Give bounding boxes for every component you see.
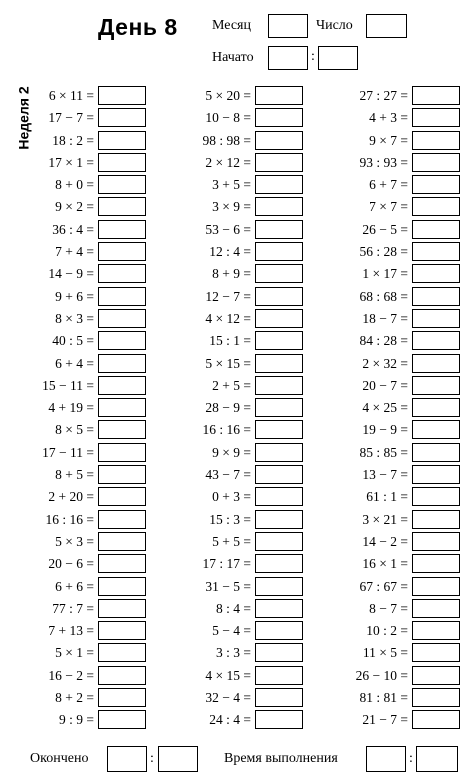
problem-column-3 bbox=[314, 86, 460, 733]
problem-expression: 43 − 7 = bbox=[205, 467, 251, 483]
problem-expression: 4 × 12 = bbox=[205, 310, 251, 326]
problem-expression: 17 × 1 = bbox=[48, 154, 94, 170]
answer-box[interactable] bbox=[98, 710, 146, 729]
problem-expression: 8 + 5 = bbox=[55, 467, 94, 483]
problem-expression: 84 : 28 = bbox=[359, 333, 408, 349]
answer-box[interactable] bbox=[255, 554, 303, 573]
problem-expression: 20 − 7 = bbox=[362, 377, 408, 393]
finished-minutes-field[interactable] bbox=[158, 746, 198, 772]
problem-expression: 3 + 5 = bbox=[212, 177, 251, 193]
problem-row bbox=[314, 554, 460, 576]
problem-expression: 0 + 3 = bbox=[212, 489, 251, 505]
answer-box[interactable] bbox=[412, 666, 460, 685]
problem-expression: 3 : 3 = bbox=[216, 645, 251, 661]
answer-box[interactable] bbox=[412, 242, 460, 261]
problem-expression: 14 − 9 = bbox=[48, 266, 94, 282]
answer-box[interactable] bbox=[98, 287, 146, 306]
problem-row bbox=[160, 510, 303, 532]
answer-box[interactable] bbox=[255, 599, 303, 618]
answer-box[interactable] bbox=[98, 398, 146, 417]
problem-row bbox=[160, 465, 303, 487]
problem-expression: 9 × 2 = bbox=[55, 199, 94, 215]
problem-row bbox=[0, 108, 146, 130]
answer-box[interactable] bbox=[255, 309, 303, 328]
answer-box[interactable] bbox=[255, 331, 303, 350]
answer-box[interactable] bbox=[255, 532, 303, 551]
problem-row bbox=[160, 577, 303, 599]
month-field[interactable] bbox=[268, 14, 308, 38]
start-label: Начато bbox=[212, 50, 254, 65]
problem-expression: 9 × 7 = bbox=[369, 132, 408, 148]
problem-row bbox=[160, 287, 303, 309]
problem-row bbox=[160, 197, 303, 219]
answer-box[interactable] bbox=[255, 264, 303, 283]
problem-row bbox=[160, 599, 303, 621]
answer-box[interactable] bbox=[98, 643, 146, 662]
problem-expression: 17 − 11 = bbox=[42, 444, 94, 460]
problem-expression: 20 − 6 = bbox=[48, 556, 94, 572]
problem-row bbox=[314, 532, 460, 554]
problem-row bbox=[314, 398, 460, 420]
answer-box[interactable] bbox=[98, 510, 146, 529]
problem-expression: 77 : 7 = bbox=[52, 600, 94, 616]
problem-expression: 4 + 19 = bbox=[48, 400, 94, 416]
problem-row bbox=[314, 108, 460, 130]
problem-row bbox=[160, 376, 303, 398]
problem-row bbox=[314, 465, 460, 487]
answer-box[interactable] bbox=[255, 643, 303, 662]
problem-expression: 93 : 93 = bbox=[359, 154, 408, 170]
answer-box[interactable] bbox=[255, 86, 303, 105]
problem-expression: 15 : 1 = bbox=[209, 333, 251, 349]
answer-box[interactable] bbox=[98, 599, 146, 618]
problem-row bbox=[0, 688, 146, 710]
answer-box[interactable] bbox=[412, 197, 460, 216]
problem-row bbox=[160, 131, 303, 153]
answer-box[interactable] bbox=[98, 577, 146, 596]
problem-row bbox=[160, 532, 303, 554]
problem-expression: 5 × 20 = bbox=[205, 88, 251, 103]
problem-expression: 5 × 3 = bbox=[55, 533, 94, 549]
answer-box[interactable] bbox=[98, 131, 146, 150]
problem-expression: 5 × 15 = bbox=[205, 355, 251, 371]
start-minutes-field[interactable] bbox=[318, 46, 358, 70]
answer-box[interactable] bbox=[412, 220, 460, 239]
problem-row bbox=[0, 710, 146, 732]
answer-box[interactable] bbox=[98, 331, 146, 350]
answer-box[interactable] bbox=[255, 465, 303, 484]
answer-box[interactable] bbox=[255, 487, 303, 506]
answer-box[interactable] bbox=[98, 465, 146, 484]
problem-row bbox=[0, 309, 146, 331]
page-title: День 8 bbox=[98, 14, 178, 40]
problem-expression: 8 + 2 = bbox=[55, 690, 94, 706]
problem-expression: 8 + 9 = bbox=[212, 266, 251, 282]
answer-box[interactable] bbox=[412, 643, 460, 662]
answer-box[interactable] bbox=[412, 354, 460, 373]
answer-box[interactable] bbox=[255, 688, 303, 707]
problem-expression: 5 × 1 = bbox=[55, 645, 94, 661]
problem-row bbox=[160, 710, 303, 732]
answer-box[interactable] bbox=[412, 309, 460, 328]
problem-expression: 10 − 8 = bbox=[205, 110, 251, 126]
day-field[interactable] bbox=[366, 14, 407, 38]
problem-row bbox=[0, 465, 146, 487]
problem-expression: 7 + 4 = bbox=[55, 244, 94, 260]
problem-row bbox=[0, 666, 146, 688]
answer-box[interactable] bbox=[412, 131, 460, 150]
problem-expression: 53 − 6 = bbox=[205, 221, 251, 237]
answer-box[interactable] bbox=[255, 197, 303, 216]
answer-box[interactable] bbox=[255, 420, 303, 439]
answer-box[interactable] bbox=[412, 420, 460, 439]
problem-row bbox=[0, 197, 146, 219]
problem-row bbox=[314, 175, 460, 197]
problem-expression: 12 − 7 = bbox=[205, 288, 251, 304]
answer-box[interactable] bbox=[255, 108, 303, 127]
answer-box[interactable] bbox=[412, 443, 460, 462]
problem-expression: 10 : 2 = bbox=[366, 623, 408, 639]
problem-row bbox=[0, 287, 146, 309]
answer-box[interactable] bbox=[255, 510, 303, 529]
answer-box[interactable] bbox=[412, 86, 460, 105]
problem-expression: 16 : 16 = bbox=[45, 511, 94, 527]
answer-box[interactable] bbox=[412, 175, 460, 194]
answer-box[interactable] bbox=[98, 264, 146, 283]
problem-expression: 26 − 10 = bbox=[355, 667, 408, 683]
answer-box[interactable] bbox=[98, 443, 146, 462]
problem-expression: 28 − 9 = bbox=[205, 400, 251, 416]
answer-box[interactable] bbox=[412, 599, 460, 618]
problem-row bbox=[0, 264, 146, 286]
problem-expression: 67 : 67 = bbox=[359, 578, 408, 594]
problem-expression: 2 × 32 = bbox=[362, 355, 408, 371]
problem-row bbox=[314, 599, 460, 621]
answer-box[interactable] bbox=[98, 487, 146, 506]
answer-box[interactable] bbox=[98, 532, 146, 551]
problem-expression: 32 − 4 = bbox=[205, 690, 251, 706]
problem-row bbox=[314, 331, 460, 353]
problem-column-2 bbox=[160, 86, 303, 733]
answer-box[interactable] bbox=[412, 532, 460, 551]
answer-box[interactable] bbox=[412, 264, 460, 283]
problem-row bbox=[0, 487, 146, 509]
problem-expression: 27 : 27 = bbox=[359, 88, 408, 103]
problem-expression: 9 × 9 = bbox=[212, 444, 251, 460]
problem-expression: 15 − 11 = bbox=[42, 377, 94, 393]
problem-row bbox=[160, 443, 303, 465]
problem-row bbox=[0, 532, 146, 554]
answer-box[interactable] bbox=[98, 554, 146, 573]
problem-expression: 7 + 13 = bbox=[48, 623, 94, 639]
problem-row bbox=[160, 242, 303, 264]
problem-row bbox=[160, 643, 303, 665]
problem-row bbox=[0, 643, 146, 665]
problem-row bbox=[314, 131, 460, 153]
problem-expression: 36 : 4 = bbox=[52, 221, 94, 237]
problem-expression: 9 : 9 = bbox=[59, 712, 94, 728]
problem-expression: 5 − 4 = bbox=[212, 623, 251, 639]
problem-row bbox=[160, 354, 303, 376]
problem-expression: 2 × 12 = bbox=[205, 154, 251, 170]
problem-row bbox=[314, 487, 460, 509]
problem-row bbox=[160, 86, 303, 108]
problem-expression: 85 : 85 = bbox=[359, 444, 408, 460]
problem-row bbox=[160, 264, 303, 286]
problem-expression: 12 : 4 = bbox=[209, 244, 251, 260]
problem-row bbox=[160, 175, 303, 197]
problem-row bbox=[160, 554, 303, 576]
answer-box[interactable] bbox=[255, 577, 303, 596]
answer-box[interactable] bbox=[412, 487, 460, 506]
finished-label: Окончено bbox=[30, 751, 89, 766]
problem-row bbox=[0, 354, 146, 376]
answer-box[interactable] bbox=[255, 287, 303, 306]
problem-expression: 19 − 9 = bbox=[362, 422, 408, 438]
problem-expression: 8 + 0 = bbox=[55, 177, 94, 193]
problem-row bbox=[160, 487, 303, 509]
problem-row bbox=[0, 510, 146, 532]
answer-box[interactable] bbox=[255, 153, 303, 172]
answer-box[interactable] bbox=[98, 153, 146, 172]
answer-box[interactable] bbox=[412, 287, 460, 306]
problem-expression: 16 − 2 = bbox=[48, 667, 94, 683]
answer-box[interactable] bbox=[98, 354, 146, 373]
problem-expression: 11 × 5 = bbox=[362, 645, 408, 661]
problem-expression: 18 : 2 = bbox=[52, 132, 94, 148]
problem-expression: 61 : 1 = bbox=[366, 489, 408, 505]
problem-row bbox=[0, 86, 146, 108]
problem-expression: 8 × 3 = bbox=[55, 310, 94, 326]
answer-box[interactable] bbox=[255, 666, 303, 685]
problem-row bbox=[314, 688, 460, 710]
problem-expression: 17 : 17 = bbox=[202, 556, 251, 572]
problem-expression: 6 + 6 = bbox=[55, 578, 94, 594]
problem-expression: 4 + 3 = bbox=[369, 110, 408, 126]
problem-expression: 40 : 5 = bbox=[52, 333, 94, 349]
problem-row bbox=[0, 443, 146, 465]
problem-expression: 7 × 7 = bbox=[369, 199, 408, 215]
problem-row bbox=[160, 666, 303, 688]
problem-expression: 2 + 20 = bbox=[48, 489, 94, 505]
answer-box[interactable] bbox=[255, 242, 303, 261]
answer-box[interactable] bbox=[412, 621, 460, 640]
problem-row bbox=[314, 242, 460, 264]
answer-box[interactable] bbox=[98, 376, 146, 395]
problem-row bbox=[0, 131, 146, 153]
answer-box[interactable] bbox=[98, 242, 146, 261]
answer-box[interactable] bbox=[255, 710, 303, 729]
problem-row bbox=[160, 153, 303, 175]
problem-row bbox=[0, 153, 146, 175]
problem-column-1 bbox=[0, 86, 146, 733]
problem-expression: 4 × 25 = bbox=[362, 400, 408, 416]
problem-expression: 21 − 7 = bbox=[362, 712, 408, 728]
problem-expression: 2 + 5 = bbox=[212, 377, 251, 393]
problem-row bbox=[160, 108, 303, 130]
problem-row bbox=[314, 197, 460, 219]
start-hours-field[interactable] bbox=[268, 46, 308, 70]
answer-box[interactable] bbox=[98, 220, 146, 239]
problem-expression: 8 − 7 = bbox=[369, 600, 408, 616]
answer-box[interactable] bbox=[98, 309, 146, 328]
problem-expression: 1 × 17 = bbox=[362, 266, 408, 282]
answer-box[interactable] bbox=[255, 621, 303, 640]
problem-row bbox=[314, 621, 460, 643]
problem-row bbox=[314, 420, 460, 442]
answer-box[interactable] bbox=[255, 220, 303, 239]
problem-expression: 68 : 68 = bbox=[359, 288, 408, 304]
problem-row bbox=[314, 86, 460, 108]
problem-row bbox=[314, 443, 460, 465]
problem-expression: 6 × 11 = bbox=[48, 88, 94, 103]
problem-expression: 14 − 2 = bbox=[362, 533, 408, 549]
problem-row bbox=[314, 510, 460, 532]
problem-expression: 13 − 7 = bbox=[362, 467, 408, 483]
problem-expression: 8 × 5 = bbox=[55, 422, 94, 438]
day-label: Число bbox=[316, 18, 353, 33]
problem-row bbox=[0, 599, 146, 621]
finished-hours-field[interactable] bbox=[107, 746, 147, 772]
month-label: Месяц bbox=[212, 18, 251, 33]
answer-box[interactable] bbox=[412, 153, 460, 172]
problem-row bbox=[314, 354, 460, 376]
problem-expression: 26 − 5 = bbox=[362, 221, 408, 237]
problem-row bbox=[314, 643, 460, 665]
answer-box[interactable] bbox=[255, 443, 303, 462]
problem-expression: 6 + 7 = bbox=[369, 177, 408, 193]
problem-expression: 16 × 1 = bbox=[362, 556, 408, 572]
problem-expression: 3 × 9 = bbox=[212, 199, 251, 215]
answer-box[interactable] bbox=[412, 577, 460, 596]
problem-expression: 98 : 98 = bbox=[202, 132, 251, 148]
problem-expression: 24 : 4 = bbox=[209, 712, 251, 728]
answer-box[interactable] bbox=[98, 197, 146, 216]
answer-box[interactable] bbox=[255, 376, 303, 395]
answer-box[interactable] bbox=[255, 175, 303, 194]
answer-box[interactable] bbox=[412, 688, 460, 707]
problem-row bbox=[0, 331, 146, 353]
duration-colon: : bbox=[409, 751, 413, 766]
problem-expression: 4 × 15 = bbox=[205, 667, 251, 683]
answer-box[interactable] bbox=[412, 331, 460, 350]
problem-row bbox=[0, 220, 146, 242]
problem-row bbox=[160, 420, 303, 442]
week-label: Неделя 2 bbox=[15, 86, 32, 150]
problem-expression: 18 − 7 = bbox=[362, 310, 408, 326]
problem-row bbox=[314, 287, 460, 309]
problem-expression: 15 : 3 = bbox=[209, 511, 251, 527]
answer-box[interactable] bbox=[98, 420, 146, 439]
answer-box[interactable] bbox=[412, 710, 460, 729]
answer-box[interactable] bbox=[412, 108, 460, 127]
duration-minutes-field[interactable] bbox=[416, 746, 458, 772]
answer-box[interactable] bbox=[412, 465, 460, 484]
problem-row bbox=[314, 153, 460, 175]
problem-row bbox=[160, 220, 303, 242]
problem-row bbox=[0, 175, 146, 197]
problem-row bbox=[314, 376, 460, 398]
problem-row bbox=[314, 264, 460, 286]
problem-row bbox=[160, 331, 303, 353]
answer-box[interactable] bbox=[412, 398, 460, 417]
answer-box[interactable] bbox=[412, 510, 460, 529]
problem-row bbox=[0, 420, 146, 442]
problem-row bbox=[0, 554, 146, 576]
problem-row bbox=[314, 666, 460, 688]
problem-expression: 31 − 5 = bbox=[205, 578, 251, 594]
problem-expression: 16 : 16 = bbox=[202, 422, 251, 438]
problem-row bbox=[0, 621, 146, 643]
problem-row bbox=[0, 242, 146, 264]
answer-box[interactable] bbox=[98, 86, 146, 105]
problem-row bbox=[314, 220, 460, 242]
answer-box[interactable] bbox=[98, 108, 146, 127]
problem-expression: 9 + 6 = bbox=[55, 288, 94, 304]
answer-box[interactable] bbox=[412, 376, 460, 395]
answer-box[interactable] bbox=[98, 621, 146, 640]
problem-expression: 5 + 5 = bbox=[212, 533, 251, 549]
problem-row bbox=[0, 577, 146, 599]
problem-expression: 3 × 21 = bbox=[362, 511, 408, 527]
problem-expression: 8 : 4 = bbox=[216, 600, 251, 616]
problem-row bbox=[0, 376, 146, 398]
answer-box[interactable] bbox=[255, 398, 303, 417]
problem-row bbox=[160, 621, 303, 643]
problem-row bbox=[160, 398, 303, 420]
finished-colon: : bbox=[150, 751, 154, 766]
answer-box[interactable] bbox=[255, 131, 303, 150]
problem-row bbox=[160, 309, 303, 331]
problem-expression: 6 + 4 = bbox=[55, 355, 94, 371]
answer-box[interactable] bbox=[98, 175, 146, 194]
answer-box[interactable] bbox=[98, 666, 146, 685]
answer-box[interactable] bbox=[412, 554, 460, 573]
duration-label: Время выполнения bbox=[224, 751, 338, 766]
problem-row bbox=[160, 688, 303, 710]
start-colon: : bbox=[311, 49, 315, 64]
answer-box[interactable] bbox=[255, 354, 303, 373]
problem-expression: 81 : 81 = bbox=[359, 690, 408, 706]
problem-row bbox=[314, 710, 460, 732]
answer-box[interactable] bbox=[98, 688, 146, 707]
problem-row bbox=[0, 398, 146, 420]
duration-hours-field[interactable] bbox=[366, 746, 406, 772]
problem-expression: 17 − 7 = bbox=[48, 110, 94, 126]
problem-row bbox=[314, 577, 460, 599]
problem-row bbox=[314, 309, 460, 331]
problem-expression: 56 : 28 = bbox=[359, 244, 408, 260]
